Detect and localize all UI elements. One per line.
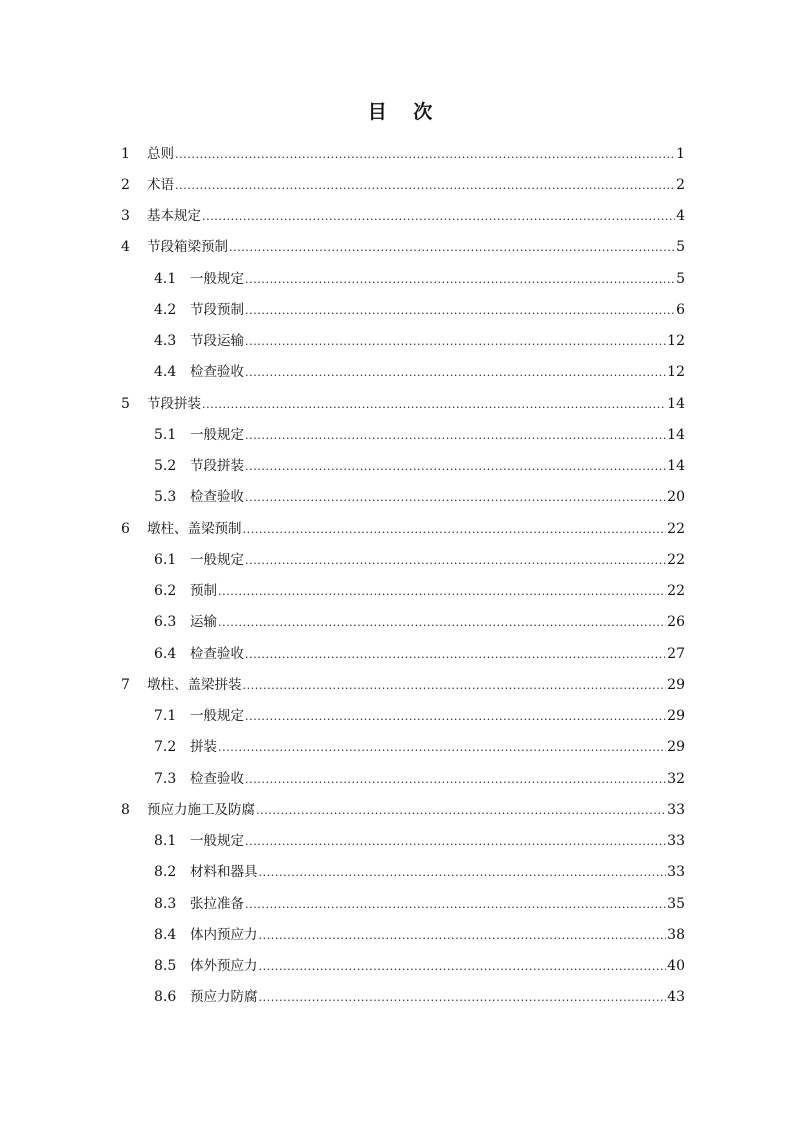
toc-dot-leader (245, 364, 666, 380)
toc-entry-page-number: 27 (667, 645, 685, 662)
toc-chapter-entry[interactable] (0, 794, 685, 825)
toc-entry-label: 节段拼装 (147, 395, 201, 412)
toc-entry-number: 6 (121, 520, 130, 537)
toc-entry-label: 体内预应力 (190, 926, 258, 943)
toc-entry-label: 预应力防腐 (190, 989, 258, 1006)
toc-entry-page-number: 12 (667, 364, 685, 381)
toc-entry-number: 3 (121, 208, 130, 225)
toc-entry-page-number: 32 (667, 770, 685, 787)
toc-entry-label: 节段拼装 (190, 458, 244, 475)
toc-dot-leader (256, 802, 666, 818)
toc-section-entry[interactable] (0, 607, 685, 638)
toc-section-entry[interactable] (0, 763, 685, 794)
toc-entry-page-number: 22 (667, 520, 685, 537)
toc-dot-leader (245, 771, 666, 787)
toc-entry-number: 7.2 (154, 739, 177, 756)
toc-entry-number: 5.2 (154, 458, 177, 475)
toc-entry-label: 一般规定 (190, 270, 244, 287)
toc-section-entry[interactable] (0, 888, 685, 919)
toc-dot-leader (259, 864, 667, 880)
toc-entry-number: 4 (121, 239, 130, 256)
toc-entry-page-number: 14 (667, 395, 685, 412)
toc-dot-leader (245, 333, 666, 349)
toc-entry-number: 7.3 (154, 770, 177, 787)
toc-entry-label: 材料和器具 (190, 864, 258, 881)
toc-section-entry[interactable] (0, 482, 685, 513)
toc-chapter-entry[interactable] (0, 201, 685, 232)
toc-dot-leader (245, 489, 666, 505)
toc-entry-label: 节段运输 (190, 333, 244, 350)
toc-dot-leader (202, 208, 675, 224)
toc-chapter-entry[interactable] (0, 513, 685, 544)
toc-entry-page-number: 22 (667, 583, 685, 600)
toc-entry-number: 2 (121, 176, 130, 193)
toc-entry-page-number: 1 (676, 145, 685, 162)
toc-entry-number: 8.6 (154, 989, 177, 1006)
toc-section-entry[interactable] (0, 357, 685, 388)
toc-entry-label: 总则 (147, 145, 174, 162)
toc-dot-leader (218, 583, 666, 599)
toc-section-entry[interactable] (0, 638, 685, 669)
toc-entry-number: 4.4 (154, 364, 177, 381)
toc-dot-leader (175, 146, 675, 162)
toc-entry-number: 5.3 (154, 489, 177, 506)
toc-entry-page-number: 22 (667, 551, 685, 568)
toc-chapter-entry[interactable] (0, 138, 685, 169)
toc-section-entry[interactable] (0, 951, 685, 982)
toc-entry-page-number: 2 (676, 176, 685, 193)
toc-entry-label: 检查验收 (190, 364, 244, 381)
toc-dot-leader (243, 677, 667, 693)
toc-section-entry[interactable] (0, 326, 685, 357)
toc-dot-leader (229, 239, 675, 255)
toc-dot-leader (245, 302, 675, 318)
toc-entry-page-number: 4 (676, 208, 685, 225)
toc-entry-page-number: 33 (667, 864, 685, 881)
toc-dot-leader (245, 896, 666, 912)
toc-section-entry[interactable] (0, 451, 685, 482)
toc-entry-number: 6.4 (154, 645, 177, 662)
toc-title: 目 次 (367, 101, 443, 123)
toc-entry-page-number: 5 (676, 239, 685, 256)
toc-dot-leader (245, 646, 666, 662)
toc-dot-leader (259, 958, 667, 974)
toc-entry-label: 一般规定 (190, 551, 244, 568)
toc-entry-page-number: 43 (667, 989, 685, 1006)
toc-chapter-entry[interactable] (0, 388, 685, 419)
toc-entry-number: 8.1 (154, 833, 177, 850)
toc-entry-label: 拼装 (190, 739, 217, 756)
toc-section-entry[interactable] (0, 576, 685, 607)
toc-entry-page-number: 14 (667, 426, 685, 443)
toc-entry-label: 体外预应力 (190, 958, 258, 975)
toc-dot-leader (245, 427, 666, 443)
toc-entry-page-number: 38 (667, 926, 685, 943)
table-of-contents (0, 138, 800, 1013)
toc-entry-label: 一般规定 (190, 833, 244, 850)
toc-entry-number: 7.1 (154, 708, 177, 725)
toc-section-entry[interactable] (0, 826, 685, 857)
toc-entry-page-number: 5 (676, 270, 685, 287)
toc-entry-label: 检查验收 (190, 770, 244, 787)
toc-section-entry[interactable] (0, 919, 685, 950)
toc-entry-label: 墩柱、盖梁拼装 (147, 676, 242, 693)
toc-entry-page-number: 6 (676, 301, 685, 318)
toc-entry-number: 8.2 (154, 864, 177, 881)
toc-entry-label: 节段箱梁预制 (147, 239, 228, 256)
toc-entry-page-number: 26 (667, 614, 685, 631)
toc-chapter-entry[interactable] (0, 669, 685, 700)
toc-section-entry[interactable] (0, 419, 685, 450)
toc-section-entry[interactable] (0, 544, 685, 575)
toc-entry-number: 4.2 (154, 301, 177, 318)
toc-section-entry[interactable] (0, 701, 685, 732)
toc-entry-label: 检查验收 (190, 645, 244, 662)
toc-section-entry[interactable] (0, 982, 685, 1013)
toc-entry-page-number: 14 (667, 458, 685, 475)
toc-chapter-entry[interactable] (0, 232, 685, 263)
toc-entry-number: 7 (121, 676, 130, 693)
toc-dot-leader (218, 614, 666, 630)
toc-entry-label: 检查验收 (190, 489, 244, 506)
toc-entry-number: 1 (121, 145, 130, 162)
toc-entry-label: 节段预制 (190, 301, 244, 318)
toc-entry-page-number: 20 (667, 489, 685, 506)
toc-entry-page-number: 33 (667, 833, 685, 850)
toc-entry-number: 8.5 (154, 958, 177, 975)
toc-dot-leader (245, 833, 666, 849)
toc-entry-label: 一般规定 (190, 708, 244, 725)
toc-dot-leader (245, 708, 666, 724)
toc-dot-leader (202, 396, 666, 412)
toc-entry-label: 运输 (190, 614, 217, 631)
toc-section-entry[interactable] (0, 263, 685, 294)
toc-entry-label: 术语 (147, 176, 174, 193)
toc-dot-leader (175, 177, 675, 193)
toc-entry-page-number: 29 (667, 708, 685, 725)
toc-dot-leader (218, 739, 666, 755)
toc-dot-leader (259, 989, 667, 1005)
toc-entry-number: 8 (121, 801, 130, 818)
toc-entry-number: 4.1 (154, 270, 177, 287)
toc-entry-page-number: 29 (667, 676, 685, 693)
toc-dot-leader (259, 927, 667, 943)
toc-chapter-entry[interactable] (0, 169, 685, 200)
toc-section-entry[interactable] (0, 857, 685, 888)
toc-entry-label: 墩柱、盖梁预制 (147, 520, 242, 537)
toc-section-entry[interactable] (0, 294, 685, 325)
toc-entry-label: 张拉准备 (190, 895, 244, 912)
toc-entry-number: 5.1 (154, 426, 177, 443)
toc-entry-label: 预应力施工及防腐 (147, 801, 255, 818)
toc-entry-page-number: 29 (667, 739, 685, 756)
toc-entry-page-number: 33 (667, 801, 685, 818)
toc-entry-number: 8.4 (154, 926, 177, 943)
toc-entry-label: 预制 (190, 583, 217, 600)
toc-entry-number: 6.3 (154, 614, 177, 631)
toc-dot-leader (245, 458, 666, 474)
toc-dot-leader (245, 271, 675, 287)
toc-entry-number: 5 (121, 395, 130, 412)
toc-entry-page-number: 40 (667, 958, 685, 975)
toc-entry-number: 6.2 (154, 583, 177, 600)
toc-entry-label: 基本规定 (147, 208, 201, 225)
toc-entry-page-number: 12 (667, 333, 685, 350)
toc-entry-number: 8.3 (154, 895, 177, 912)
toc-dot-leader (243, 521, 667, 537)
toc-entry-page-number: 35 (667, 895, 685, 912)
toc-entry-number: 6.1 (154, 551, 177, 568)
toc-entry-label: 一般规定 (190, 426, 244, 443)
toc-dot-leader (245, 552, 666, 568)
toc-entry-number: 4.3 (154, 333, 177, 350)
toc-section-entry[interactable] (0, 732, 685, 763)
